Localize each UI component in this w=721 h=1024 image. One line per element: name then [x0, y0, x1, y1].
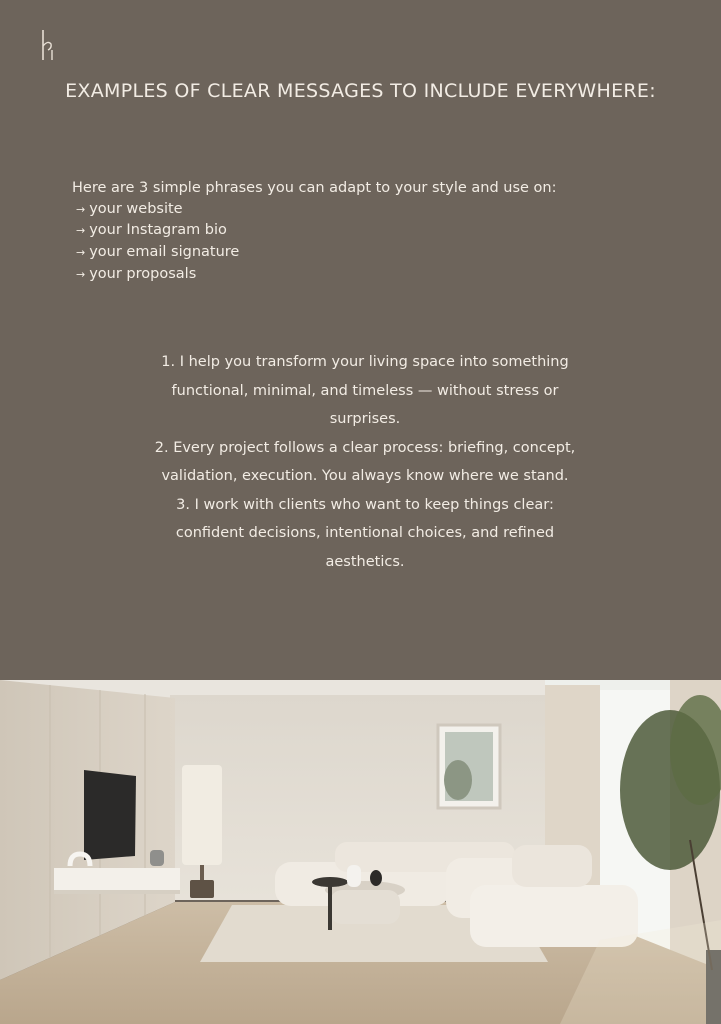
intro-section [72, 178, 652, 286]
phrase-text: Every project follows a clear process: briefing, concept, validation, execution. You always know where we stand. [161, 439, 576, 484]
channel-list [72, 199, 652, 286]
brand-monogram-icon [38, 28, 60, 62]
phrase-number: 1. [161, 354, 176, 370]
phrase-number: 2. [154, 439, 169, 456]
list-item [72, 199, 652, 221]
list-item [72, 242, 652, 264]
phrase-item [140, 491, 590, 577]
intro-lead: Here are 3 simple phrases you can adapt to your style and use on: [72, 180, 557, 196]
list-item-label: your proposals [89, 265, 197, 282]
list-item-label: your Instagram bio [89, 222, 227, 239]
brand-logo [38, 28, 60, 62]
page-title: EXAMPLES OF CLEAR MESSAGES TO INCLUDE EVERYWHERE: [65, 80, 656, 102]
phrase-number: 3. [176, 496, 190, 513]
phrase-list [140, 348, 590, 576]
arrow-icon: → [76, 224, 86, 238]
phrase-text: I work with clients who want to keep things clear: confident decisions, intentional choices, and refined aesthetics. [175, 496, 555, 570]
arrow-icon: → [76, 267, 86, 281]
living-room-photo [0, 680, 721, 1024]
list-item [72, 220, 652, 242]
arrow-icon: → [76, 202, 86, 216]
list-item [72, 264, 652, 286]
arrow-icon: → [76, 246, 86, 260]
phrase-item [140, 348, 590, 434]
list-item-label: your website [89, 200, 183, 217]
phrase-text: I help you transform your living space into something functional, minimal, and timeless — without stress or surprises. [171, 354, 569, 427]
list-item-label: your email signature [89, 244, 240, 261]
phrase-item [140, 434, 590, 491]
